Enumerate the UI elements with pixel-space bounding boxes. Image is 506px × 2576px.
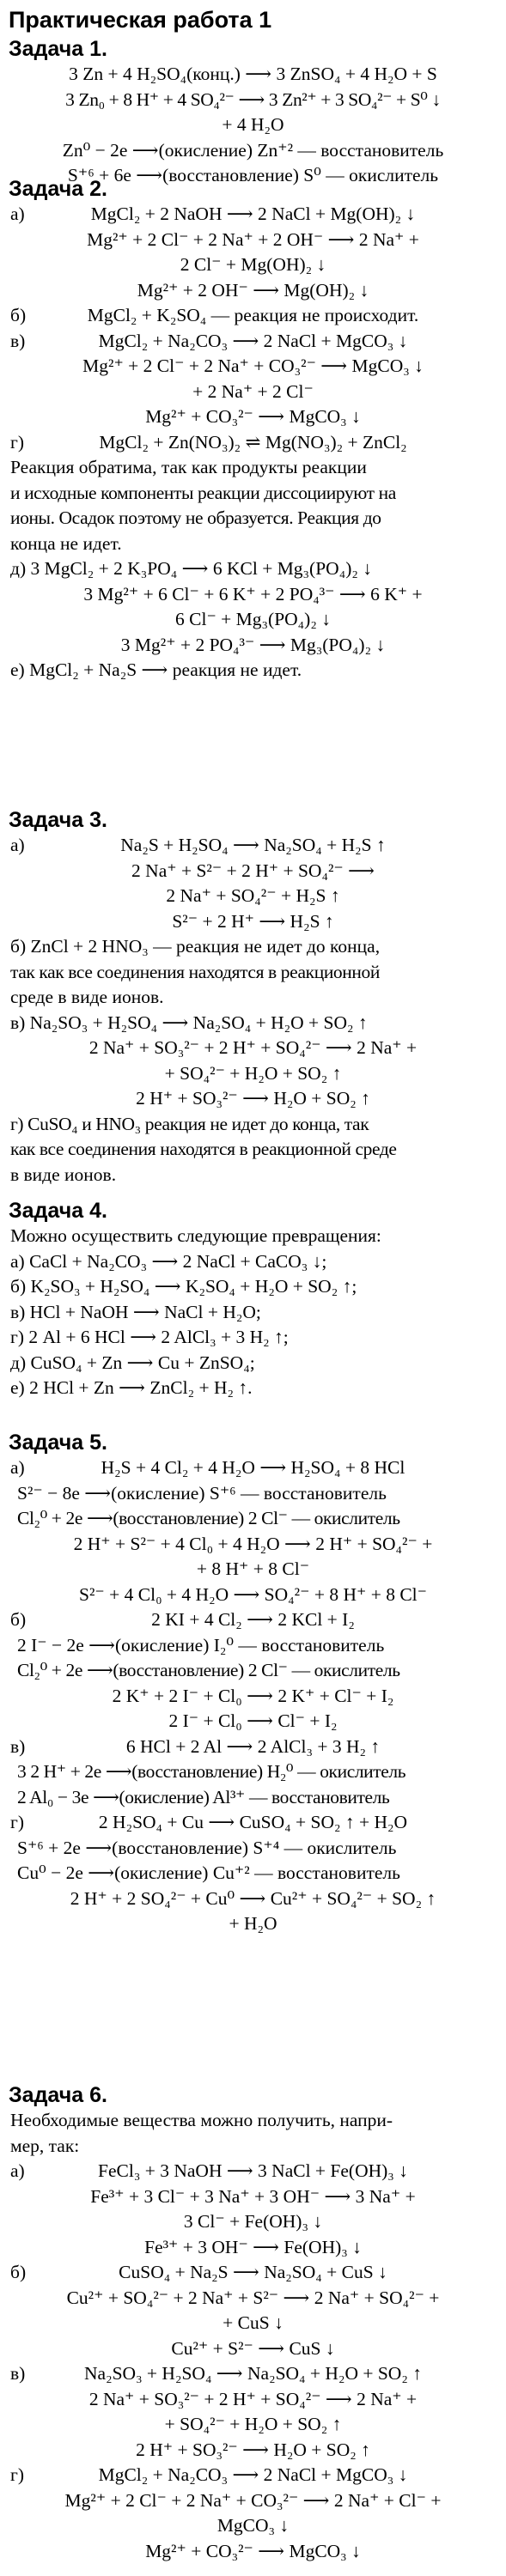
task-block: [0, 2082, 506, 2564]
item-marker: а): [10, 2160, 25, 2181]
equation-row: [0, 404, 506, 430]
text-line: Cl₂⁰ + 2e ⟶(восстановление) 2 Cl⁻ — окислитель: [17, 1508, 400, 1528]
text-line: д) CuSO₄ + Zn ⟶ Cu + ZnSO₄;: [10, 1352, 255, 1373]
text-line: Mg²⁺ + 2 OH⁻ ⟶ Mg(OH)₂ ↓: [137, 279, 369, 301]
text-line: S⁺⁶ + 2e ⟶(восстановление) S⁺⁴ — окислитель: [17, 1837, 397, 1858]
equation-row: [0, 329, 506, 355]
equation-row: [0, 985, 506, 1011]
equation-row: [0, 934, 506, 960]
text-line: + 4 H₂O: [222, 114, 284, 135]
task-heading: Задача 4.: [9, 1199, 107, 1223]
text-line: + 2 Na⁺ + 2 Cl⁻: [192, 380, 314, 402]
text-line: 3 Zn + 4 H₂SO₄(конц.) ⟶ 3 ZnSO₄ + 4 H₂O + S: [69, 64, 437, 84]
equation-row: [0, 1658, 506, 1684]
text-line: Cu⁰ − 2e ⟶(окисление) Cu⁺² — восстановитель: [17, 1862, 400, 1883]
text-line: Реакция обратима, так как продукты реакции: [10, 457, 367, 477]
equation-row: [0, 1684, 506, 1710]
equation-row: [0, 2209, 506, 2235]
text-line: е) 2 HCl + Zn ⟶ ZnCl₂ + H₂ ↑.: [10, 1377, 253, 1398]
text-line: так как все соединения находятся в реакционной: [10, 961, 380, 982]
text-line: Mg²⁺ + 2 Cl⁻ + 2 Na⁺ + 2 OH⁻ ⟶ 2 Na⁺ +: [87, 228, 419, 250]
text-line: в) HCl + NaOH ⟶ NaCl + H₂O;: [10, 1301, 261, 1322]
text-line: Cu²⁺ + SO₄²⁻ + 2 Na⁺ + S²⁻ ⟶ 2 Na⁺ + SO₄²⁻ +: [66, 2287, 440, 2308]
text-line: + 8 H⁺ + 8 Cl⁻: [196, 1558, 310, 1579]
text-line: 2 H⁺ + SO₃²⁻ ⟶ H₂O + SO₂ ↑: [136, 1088, 370, 1109]
equation-row: [0, 202, 506, 228]
text-line: MgCl₂ + K₂SO₄ — реакция не происходит.: [87, 305, 419, 325]
equation-row: [0, 1137, 506, 1163]
text-line: 2 Al₀ − 3e ⟶(окисление) Al³⁺ — восстановитель: [17, 1786, 390, 1807]
text-line: б) ZnCl + 2 HNO₃ — реакция не идет до конца,: [10, 936, 381, 957]
text-line: 2 Na⁺ + SO₃²⁻ + 2 H⁺ + SO₄²⁻ ⟶ 2 Na⁺ +: [88, 1037, 418, 1058]
text-line: среде в виде ионов.: [10, 987, 164, 1007]
equation-row: [0, 455, 506, 481]
task-body: [0, 202, 506, 683]
text-line: MgCl₂ + Zn(NO₃)₂ ⇌ Mg(NO₃)₂ + ZnCl₂: [99, 431, 407, 453]
equation-row: [0, 1735, 506, 1760]
equation-row: [0, 2387, 506, 2413]
equation-row: [0, 303, 506, 329]
text-line: а) CaCl + Na₂CO₃ ⟶ 2 NaCl + CaCO₃ ↓;: [10, 1250, 327, 1272]
equation-row: [0, 1557, 506, 1583]
equation-row: [0, 88, 506, 113]
text-line: Необходимые вещества можно получить, напри-: [10, 2110, 393, 2130]
text-line: 2 Cl⁻ + Mg(OH)₂ ↓: [180, 254, 326, 275]
task-block: [0, 176, 506, 683]
text-line: 2 H⁺ + 2 SO₄²⁻ + Cu⁰ ⟶ Cu²⁺ + SO₄²⁻ + SO₂ ↑: [70, 1887, 436, 1909]
task-heading: Задача 6.: [9, 2083, 107, 2107]
equation-row: [0, 582, 506, 608]
text-line: 2 K⁺ + 2 I⁻ + Cl₀ ⟶ 2 K⁺ + Cl⁻ + I₂: [112, 1685, 394, 1706]
equation-row: [0, 2361, 506, 2387]
text-line: S⁺⁶ + 6e ⟶(восстановление) S⁰ — окислитель: [67, 165, 439, 185]
text-line: + SO₄²⁻ + H₂O + SO₂ ↑: [164, 1062, 342, 1084]
text-line: Cu²⁺ + S²⁻ ⟶ CuS ↓: [171, 2337, 335, 2359]
equation-row: [0, 2311, 506, 2336]
text-line: в виде ионов.: [10, 1163, 117, 1185]
text-line: 3 Mg²⁺ + 2 PO₄³⁻ ⟶ Mg₃(PO₄)₂ ↓: [120, 634, 386, 655]
item-marker: б): [10, 2262, 27, 2282]
equation-row: [0, 1011, 506, 1036]
task-body: [0, 2108, 506, 2564]
equation-row: [0, 607, 506, 633]
task-block: [0, 36, 506, 189]
equation-row: [0, 278, 506, 304]
task-heading: Задача 1.: [9, 37, 107, 61]
equation-row: [0, 556, 506, 582]
text-line: 3 Cl⁻ + Fe(OH)₃ ↓: [183, 2211, 323, 2232]
text-line: е) MgCl₂ + Na₂S ⟶ реакция не идет.: [10, 659, 302, 680]
text-line: Zn⁰ − 2e ⟶(окисление) Zn⁺² — восстановитель: [62, 139, 444, 161]
item-marker: в): [10, 1735, 26, 1757]
equation-row: [0, 380, 506, 405]
equation-row: [0, 2260, 506, 2286]
equation-row: [0, 2235, 506, 2261]
text-line: ионы. Осадок поэтому не образуется. Реакция до: [10, 507, 381, 528]
text-line: MgCl₂ + Na₂CO₃ ⟶ 2 NaCl + MgCO₃ ↓: [98, 330, 408, 351]
text-line: 3 2 H⁺ + 2e ⟶(восстановление) H₂⁰ — окислитель: [17, 1761, 406, 1782]
text-line: S²⁻ + 2 H⁺ ⟶ H₂S ↑: [172, 910, 334, 932]
text-line: б) K₂SO₃ + H₂SO₄ ⟶ K₂SO₄ + H₂O + SO₂ ↑;: [10, 1276, 357, 1297]
text-line: MgCl₂ + 2 NaOH ⟶ 2 NaCl + Mg(OH)₂ ↓: [90, 204, 416, 224]
equation-row: [0, 2539, 506, 2565]
text-line: Можно осуществить следующие превращения:: [10, 1225, 381, 1246]
equation-row: [0, 228, 506, 253]
equation-row: [0, 1836, 506, 1862]
task-block: [0, 807, 506, 1188]
text-line: S²⁻ + 4 Cl₀ + 4 H₂O ⟶ SO₄²⁻ + 8 H⁺ + 8 Cl⁻: [79, 1583, 427, 1605]
text-line: д) 3 MgCl₂ + 2 K₃PO₄ ⟶ 6 KCl + Mg₃(PO₄)₂ ↓: [10, 558, 372, 579]
equation-row: [0, 833, 506, 859]
task-body: [0, 62, 506, 189]
text-line: 2 Na⁺ + S²⁻ + 2 H⁺ + SO₄²⁻ ⟶: [131, 860, 375, 881]
item-marker: в): [10, 2363, 26, 2384]
text-line: Mg²⁺ + CO₃²⁻ ⟶ MgCO₃ ↓: [145, 406, 361, 427]
task-body: [0, 833, 506, 1188]
equation-row: [0, 1607, 506, 1633]
equation-row: [0, 2134, 506, 2160]
equation-row: [0, 1112, 506, 1138]
equation-row: [0, 430, 506, 456]
equation-row: [0, 62, 506, 88]
equation-row: [0, 1810, 506, 1836]
equation-row: [0, 1325, 506, 1351]
equation-row: [0, 1455, 506, 1481]
item-marker: г): [10, 431, 24, 453]
equation-row: [0, 354, 506, 380]
equation-row: [0, 1886, 506, 1912]
text-line: 2 Na⁺ + SO₃²⁻ + 2 H⁺ + SO₄²⁻ ⟶ 2 Na⁺ +: [88, 2388, 418, 2409]
equation-row: [0, 1583, 506, 1608]
item-marker: б): [10, 305, 27, 325]
text-line: Cl₂⁰ + 2e ⟶(восстановление) 2 Cl⁻ — окислитель: [17, 1660, 400, 1680]
text-line: 6 Cl⁻ + Mg₃(PO₄)₂ ↓: [175, 609, 331, 629]
equation-row: [0, 2159, 506, 2184]
text-line: г) 2 Al + 6 HCl ⟶ 2 AlCl₃ + 3 H₂ ↑;: [10, 1327, 289, 1347]
equation-row: [0, 884, 506, 909]
item-marker: в): [10, 330, 26, 351]
task-heading: Задача 2.: [9, 177, 107, 201]
item-marker: б): [10, 1609, 27, 1630]
equation-row: [0, 2463, 506, 2488]
equation-row: [0, 1036, 506, 1061]
equation-row: [0, 859, 506, 884]
equation-row: [0, 1351, 506, 1376]
text-line: + H₂O: [229, 1913, 277, 1934]
text-line: Fe³⁺ + 3 Cl⁻ + 3 Na⁺ + 3 OH⁻ ⟶ 3 Na⁺ +: [90, 2185, 416, 2207]
text-line: FeCl₃ + 3 NaOH ⟶ 3 NaCl + Fe(OH)₃ ↓: [98, 2160, 408, 2181]
text-line: Na₂S + H₂SO₄ ⟶ Na₂SO₄ + H₂S ↑: [120, 835, 386, 855]
task-heading: Задача 3.: [9, 808, 107, 832]
text-line: 2 H⁺ + S²⁻ + 4 Cl₀ + 4 H₂O ⟶ 2 H⁺ + SO₄²⁻ +: [73, 1533, 433, 1554]
equation-row: [0, 1274, 506, 1300]
text-line: как все соединения находятся в реакционной среде: [10, 1139, 397, 1159]
equation-row: [0, 1759, 506, 1785]
text-line: 2 I⁻ + Cl₀ ⟶ Cl⁻ + I₂: [168, 1710, 338, 1731]
task-block: [0, 1430, 506, 1937]
equation-row: [0, 633, 506, 659]
equation-row: [0, 2336, 506, 2362]
text-line: 6 HCl + 2 Al ⟶ 2 AlCl₃ + 3 H₂ ↑: [125, 1735, 381, 1757]
equation-row: [0, 252, 506, 278]
equation-row: [0, 1506, 506, 1532]
equation-row: [0, 1911, 506, 1937]
text-line: конца не идет.: [10, 532, 122, 554]
text-line: 2 Na⁺ + SO₄²⁻ + H₂S ↑: [166, 885, 340, 906]
equation-row: [0, 1861, 506, 1886]
page-title: Практическая работа 1: [9, 7, 272, 33]
equation-row: [0, 506, 506, 532]
equation-row: [0, 1532, 506, 1558]
equation-row: [0, 1249, 506, 1275]
item-marker: г): [10, 1812, 24, 1832]
equation-row: [0, 658, 506, 683]
text-line: г) CuSO₄ и HNO₃ реакция не идет до конца, так: [10, 1113, 369, 1134]
text-line: H₂S + 4 Cl₂ + 4 H₂O ⟶ H₂SO₄ + 8 HCl: [101, 1457, 405, 1478]
equation-row: [0, 960, 506, 986]
text-line: 2 H⁺ + SO₃²⁻ ⟶ H₂O + SO₂ ↑: [136, 2439, 370, 2460]
text-line: S²⁻ − 8e ⟶(окисление) S⁺⁶ — восстановитель: [17, 1482, 387, 1504]
equation-row: [0, 1163, 506, 1188]
text-line: Mg²⁺ + 2 Cl⁻ + 2 Na⁺ + CO₃²⁻ ⟶ MgCO₃ ↓: [82, 355, 424, 376]
text-line: Mg²⁺ + CO₃²⁻ ⟶ MgCO₃ ↓: [145, 2540, 361, 2561]
text-line: 3 Zn₀ + 8 H⁺ + 4 SO₄²⁻ ⟶ 3 Zn²⁺ + 3 SO₄²⁻ + S⁰ ↓: [65, 88, 441, 110]
equation-row: [0, 2438, 506, 2464]
text-line: мер, так:: [10, 2135, 80, 2156]
equation-row: [0, 1224, 506, 1249]
equation-row: [0, 1300, 506, 1326]
equation-row: [0, 1709, 506, 1735]
task-block: [0, 1198, 506, 1401]
equation-row: [0, 1086, 506, 1112]
task-body: [0, 1455, 506, 1937]
text-line: Na₂SO₃ + H₂SO₄ ⟶ Na₂SO₄ + H₂O + SO₂ ↑: [84, 2363, 422, 2384]
equation-row: [0, 1376, 506, 1401]
item-marker: а): [10, 1457, 25, 1478]
text-line: Fe³⁺ + 3 OH⁻ ⟶ Fe(OH)₃ ↓: [144, 2236, 362, 2257]
equation-row: [0, 2412, 506, 2438]
text-line: Mg²⁺ + 2 Cl⁻ + 2 Na⁺ + CO₃²⁻ ⟶ 2 Na⁺ + Cl⁻ +: [64, 2489, 442, 2511]
item-marker: г): [10, 2464, 24, 2485]
equation-row: [0, 2286, 506, 2312]
equation-row: [0, 1061, 506, 1087]
text-line: MgCO₃ ↓: [216, 2515, 290, 2536]
text-line: 2 H₂SO₄ + Cu ⟶ CuSO₄ + SO₂ ↑ + H₂O: [98, 1812, 408, 1832]
item-marker: а): [10, 204, 25, 224]
text-line: 3 Mg²⁺ + 6 Cl⁻ + 6 K⁺ + 2 PO₄³⁻ ⟶ 6 K⁺ +: [83, 583, 423, 605]
equation-row: [0, 2184, 506, 2210]
item-marker: а): [10, 835, 25, 855]
text-line: MgCl₂ + Na₂CO₃ ⟶ 2 NaCl + MgCO₃ ↓: [98, 2464, 408, 2485]
task-heading: Задача 5.: [9, 1431, 107, 1455]
equation-row: [0, 481, 506, 507]
text-line: 2 I⁻ − 2e ⟶(окисление) I₂⁰ — восстановитель: [17, 1634, 385, 1656]
text-line: и исходные компоненты реакции диссоциируют на: [10, 482, 396, 503]
equation-row: [0, 909, 506, 935]
text-line: в) Na₂SO₃ + H₂SO₄ ⟶ Na₂SO₄ + H₂O + SO₂ ↑: [10, 1012, 368, 1033]
equation-row: [0, 532, 506, 557]
text-line: + CuS ↓: [223, 2312, 283, 2333]
equation-row: [0, 2488, 506, 2514]
text-line: + SO₄²⁻ + H₂O + SO₂ ↑: [164, 2414, 342, 2434]
equation-row: [0, 1481, 506, 1507]
equation-row: [0, 1633, 506, 1659]
equation-row: [0, 2108, 506, 2134]
text-line: 2 KI + 4 Cl₂ ⟶ 2 KCl + I₂: [151, 1609, 355, 1630]
equation-row: [0, 2513, 506, 2539]
equation-row: [0, 138, 506, 164]
task-body: [0, 1224, 506, 1401]
equation-row: [0, 1785, 506, 1811]
equation-row: [0, 112, 506, 138]
text-line: CuSO₄ + Na₂S ⟶ Na₂SO₄ + CuS ↓: [119, 2262, 387, 2282]
